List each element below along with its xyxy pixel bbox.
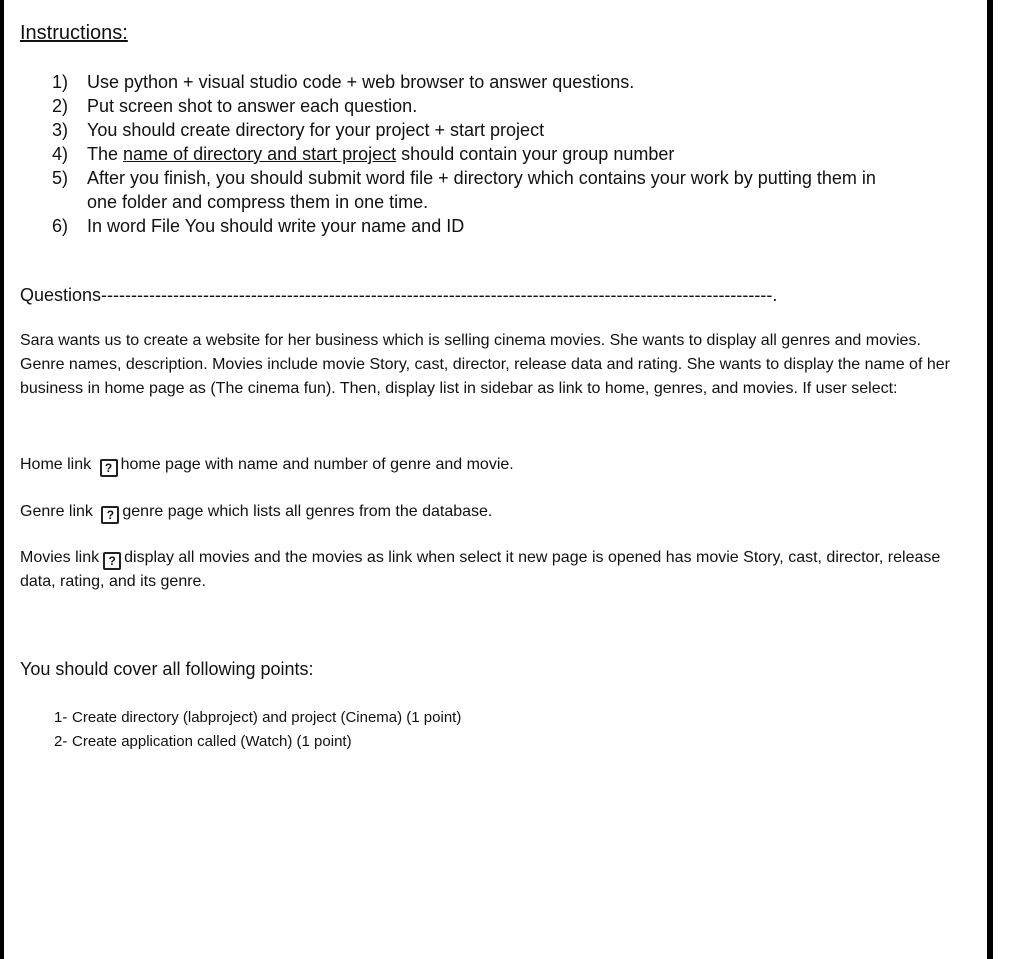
questions-heading: Questions----------------------------------------------------------------------------------------------------------------. xyxy=(20,285,778,305)
instructions-list xyxy=(20,70,887,238)
instruction-item: 3) You should create directory for your project + start project xyxy=(52,120,545,140)
underlined-phrase: name of directory and start project xyxy=(123,144,397,164)
home-link-paragraph: Home link ? home page with name and number of genre and movie. xyxy=(20,456,514,475)
arrow-placeholder-icon: ? xyxy=(101,506,119,524)
instruction-item: 1) Use python + visual studio code + web browser to answer questions. xyxy=(52,72,635,92)
instructions-heading: Instructions: xyxy=(20,22,128,44)
instruction-item: 5) After you finish, you should submit word file + directory which contains your work by putting them in one folder and compress them in one time. xyxy=(52,168,876,212)
arrow-placeholder-icon: ? xyxy=(100,459,118,477)
arrow-placeholder-icon: ? xyxy=(103,552,121,570)
instruction-item: 4) The name of directory and start project should contain your group number xyxy=(52,144,675,164)
instruction-item: 6) In word File You should write your name and ID xyxy=(52,216,465,236)
page-border-right xyxy=(987,0,993,959)
scenario-paragraph: Sara wants us to create a website for her business which is selling cinema movies. She wants to display all genres and movies. Genre names, description. Movies include movie Story, cast, director, release data and rating. She wants to display the name of her business in home page as (The cinema fun). Then, display list in sidebar as link to home, genres, and movies. If user select: xyxy=(20,332,950,397)
points-heading: You should cover all following points: xyxy=(20,659,314,679)
movies-link-paragraph: Movies link ? display all movies and the movies as link when select it new page is opened has movie Story, cast, director, release data, rating, and its genre. xyxy=(20,549,941,590)
point-item: 1- Create directory (labproject) and project (Cinema) (1 point) xyxy=(54,709,462,726)
instruction-item: 2) Put screen shot to answer each question. xyxy=(52,96,418,116)
page-border-left xyxy=(0,0,4,959)
genre-link-paragraph: Genre link ? genre page which lists all genres from the database. xyxy=(20,503,493,522)
points-list xyxy=(20,706,461,754)
point-item: 2- Create application called (Watch) (1 point) xyxy=(54,733,352,750)
